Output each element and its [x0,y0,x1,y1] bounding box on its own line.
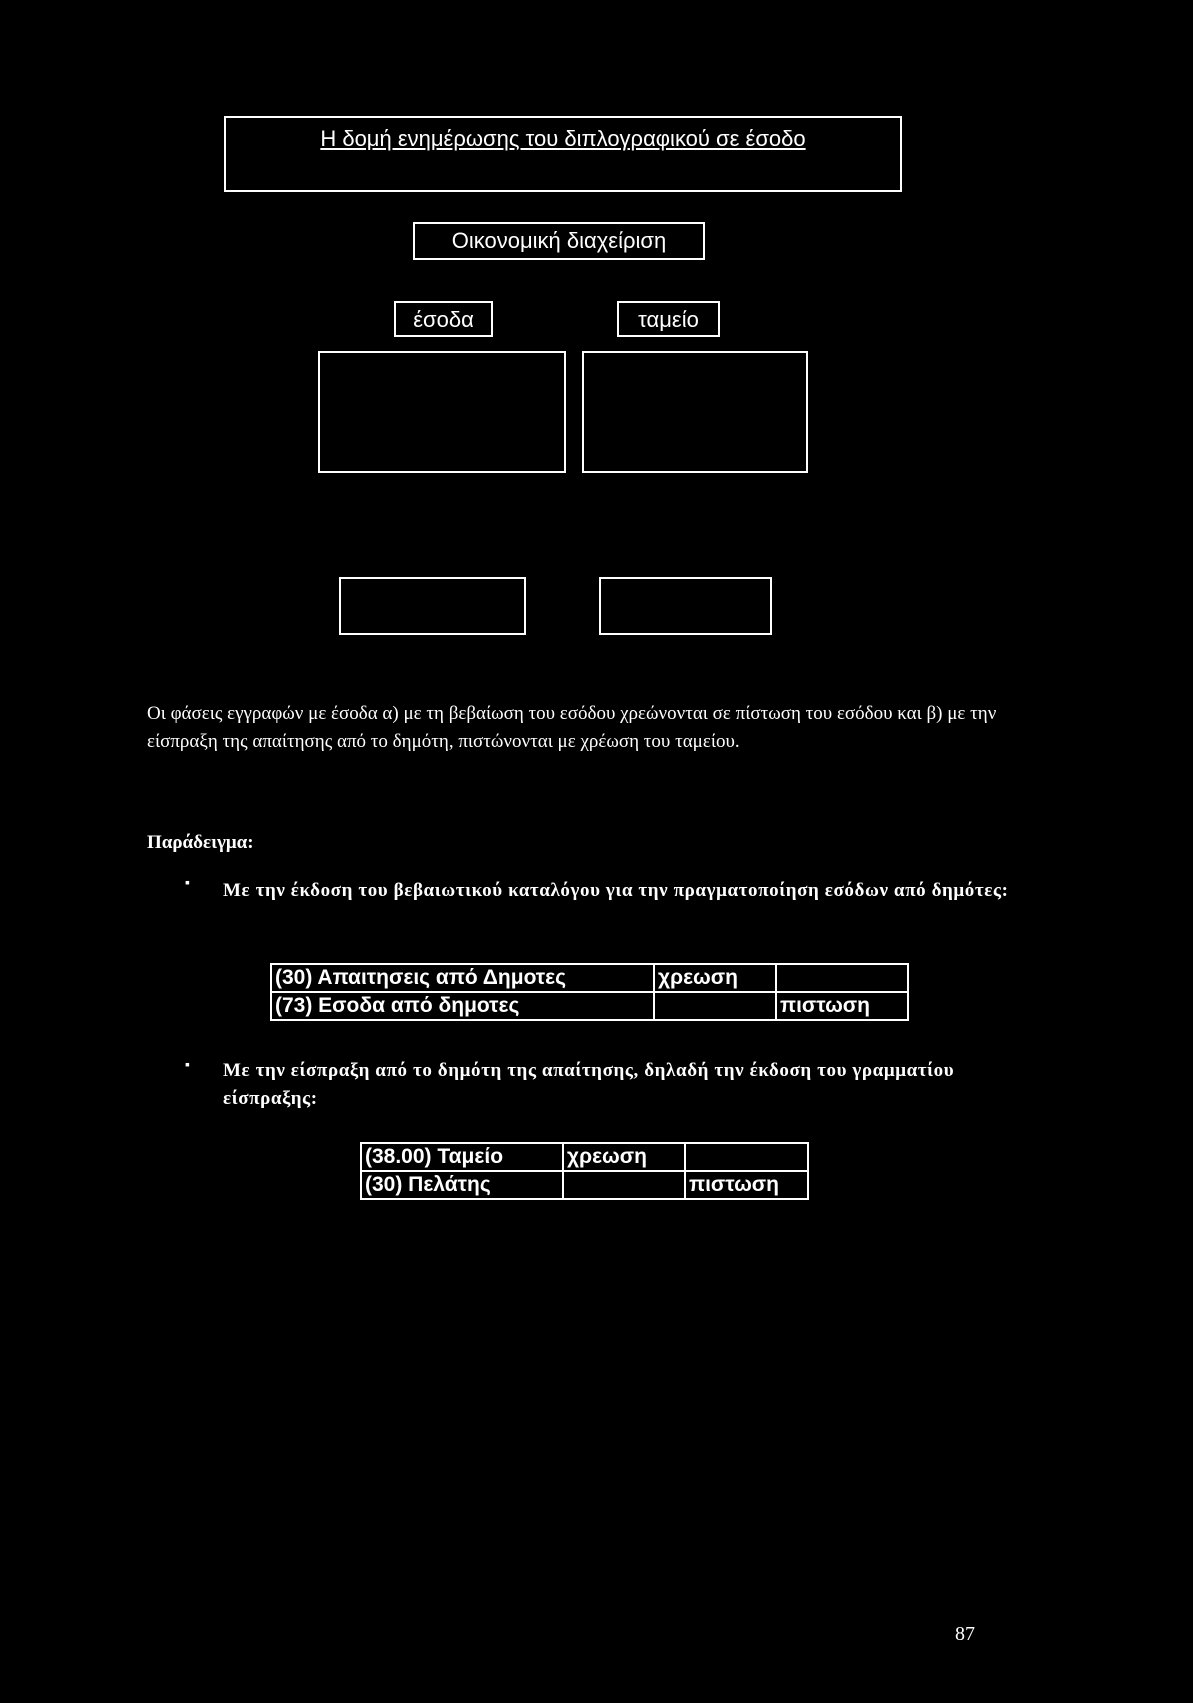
cash-box: ταμείο [617,301,720,337]
cash-entry-box [599,577,772,635]
credit-cell [685,1143,808,1171]
page-title: Η δομή ενημέρωσης του διπλογραφικού σε έσοδο [320,126,806,151]
financial-management-box: Οικονομική διαχείριση [413,222,705,260]
cash-account-box [582,351,808,473]
bullet-icon: ▪ [185,876,190,891]
account-cell: (73) Εσοδα από δημοτες [271,992,654,1020]
debit-cell: χρεωση [563,1143,685,1171]
journal-entry-table [270,963,909,1021]
journal-entry-table [360,1142,809,1200]
title-box [224,116,902,192]
credit-cell: πιστωση [685,1171,808,1199]
debit-cell: χρεωση [654,964,776,992]
table-row [361,1143,808,1171]
table-row [361,1171,808,1199]
debit-cell [563,1171,685,1199]
bullet-text: Με την είσπραξη από το δημότη της απαίτησης, δηλαδή την έκδοση του γραμματίου είσπραξης: [223,1060,955,1109]
account-cell: (38.00) Ταμείο [361,1143,563,1171]
table-row [271,964,908,992]
debit-cell [654,992,776,1020]
account-cell: (30) Πελάτης [361,1171,563,1199]
example-heading: Παράδειγμα: [147,832,254,853]
income-entry-box [339,577,526,635]
account-cell: (30) Απαιτησεις από Δημοτες [271,964,654,992]
description-paragraph: Οι φάσεις εγγραφών με έσοδα α) με τη βεβαίωση του εσόδου χρεώνονται σε πίστωση του εσόδου και β) με την είσπραξη της απαίτησης από το δημότη, πιστώνονται με χρέωση του ταμείου. [147,703,997,752]
credit-cell [776,964,908,992]
page-number: 87 [955,1623,975,1645]
bullet-text: Με την έκδοση του βεβαιωτικού καταλόγου για την πραγματοποίηση εσόδων από δημότες: [223,880,1009,901]
credit-cell: πιστωση [776,992,908,1020]
income-box: έσοδα [394,301,493,337]
income-account-box [318,351,566,473]
table-row [271,992,908,1020]
bullet-icon: ▪ [185,1058,190,1073]
